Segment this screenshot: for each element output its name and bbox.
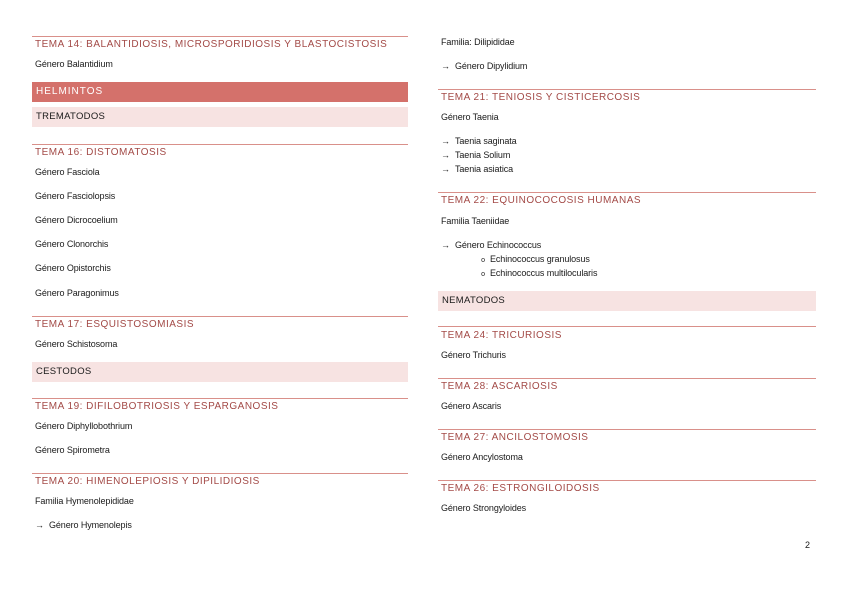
topic-title-27: TEMA 27: ANCILOSTOMOSIS (441, 432, 589, 443)
topic-title-17: TEMA 17: ESQUISTOSOMIASIS (35, 319, 195, 330)
bullet-list-item (438, 268, 816, 280)
topic-title-20: TEMA 20: HIMENOLEPIOSIS Y DIPILIDIOSIS (35, 476, 260, 487)
arrow-list-item (438, 136, 816, 147)
genus-item: Género Strongyloides (441, 503, 527, 513)
arrow-right-icon: → (441, 61, 450, 71)
divider (32, 473, 408, 474)
divider (438, 480, 816, 481)
genus-item: Género Paragonimus (35, 288, 119, 298)
divider (32, 144, 408, 145)
divider (438, 429, 816, 430)
genus-item: Género Diphyllobothrium (35, 421, 133, 431)
arrow-item-label: Género Dipylidium (455, 61, 528, 71)
divider (32, 316, 408, 317)
section-band-helmintos: HELMINTOS (32, 82, 408, 102)
arrow-item-label: Género Hymenolepis (49, 520, 132, 530)
arrow-right-icon: → (35, 520, 44, 530)
arrow-list-item (438, 164, 816, 175)
topic-title-21: TEMA 21: TENIOSIS Y CISTICERCOSIS (441, 92, 641, 103)
family-item: Familia Taeniidae (441, 216, 510, 226)
page-number: 2 (805, 540, 811, 550)
topic-title-14: TEMA 14: BALANTIDIOSIS, MICROSPORIDIOSIS Y BLASTOCISTOSIS (35, 39, 388, 50)
bullet-icon: o (481, 271, 485, 278)
genus-item: Género Opistorchis (35, 263, 111, 273)
genus-item: Género Balantidium (35, 59, 113, 69)
divider (438, 192, 816, 193)
arrow-list-item (438, 240, 816, 251)
section-band-trematodos: TREMATODOS (32, 107, 408, 127)
genus-item: Género Ascaris (441, 401, 502, 411)
arrow-item-label: Taenia asiatica (455, 164, 514, 174)
topic-title-28: TEMA 28: ASCARIOSIS (441, 381, 558, 392)
arrow-list-item (438, 150, 816, 161)
arrow-item-label: Género Echinococcus (455, 240, 542, 250)
genus-item: Género Fasciola (35, 167, 100, 177)
topic-title-19: TEMA 19: DIFILOBOTRIOSIS Y ESPARGANOSIS (35, 401, 279, 412)
genus-item: Género Ancylostoma (441, 452, 523, 462)
genus-item: Género Trichuris (441, 350, 506, 360)
arrow-right-icon: → (441, 136, 450, 146)
arrow-right-icon: → (441, 240, 450, 250)
arrow-right-icon: → (441, 164, 450, 174)
arrow-right-icon: → (441, 150, 450, 160)
genus-item: Género Spirometra (35, 445, 110, 455)
genus-item: Género Schistosoma (35, 339, 118, 349)
bullet-item-label: Echinococcus granulosus (490, 254, 590, 264)
bullet-icon: o (481, 257, 485, 264)
topic-title-16: TEMA 16: DISTOMATOSIS (35, 147, 167, 158)
genus-item: Género Taenia (441, 112, 499, 122)
topic-title-26: TEMA 26: ESTRONGILOIDOSIS (441, 483, 600, 494)
topic-title-22: TEMA 22: EQUINOCOCOSIS HUMANAS (441, 195, 642, 206)
family-item: Familia: Dilipididae (441, 37, 515, 47)
genus-item: Género Clonorchis (35, 239, 109, 249)
arrow-item-label: Taenia Solium (455, 150, 511, 160)
bullet-list-item (438, 254, 816, 266)
genus-item: Género Fasciolopsis (35, 191, 116, 201)
divider (438, 89, 816, 90)
arrow-list-item (438, 61, 816, 72)
genus-item: Género Dicrocoelium (35, 215, 118, 225)
divider (32, 36, 408, 37)
divider (32, 398, 408, 399)
divider (438, 378, 816, 379)
topic-title-24: TEMA 24: TRICURIOSIS (441, 330, 562, 341)
arrow-item-label: Taenia saginata (455, 136, 517, 146)
divider (438, 326, 816, 327)
section-band-nematodos: NEMATODOS (438, 291, 816, 311)
section-band-cestodos: CESTODOS (32, 362, 408, 382)
bullet-item-label: Echinococcus multilocularis (490, 268, 598, 278)
arrow-list-item (32, 520, 408, 531)
family-item: Familia Hymenolepididae (35, 496, 134, 506)
